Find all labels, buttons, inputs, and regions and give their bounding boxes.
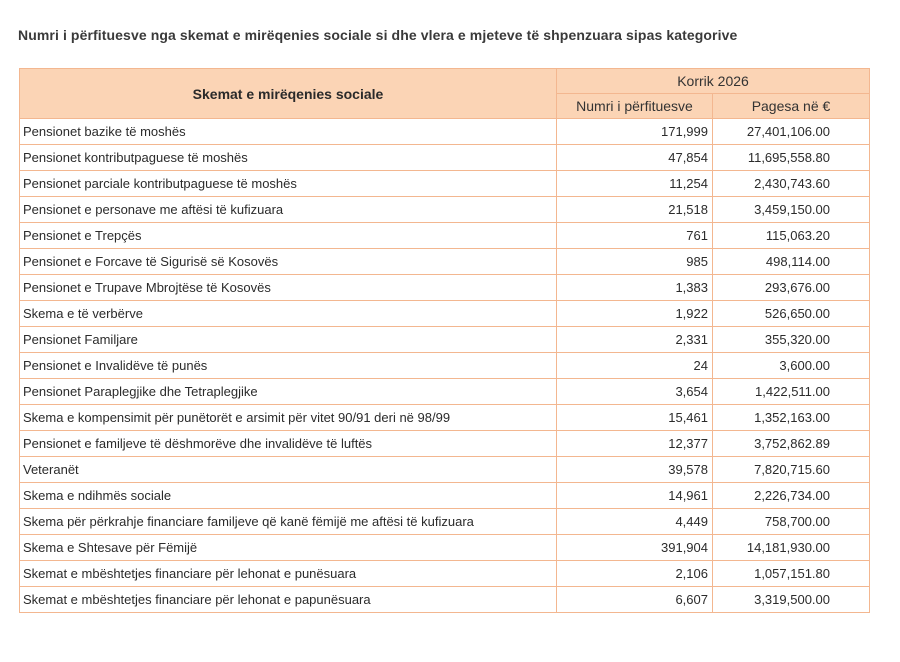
table-row: [20, 561, 870, 587]
beneficiaries-cell: 391,904: [557, 535, 713, 561]
scheme-name-cell: Skemat e mbështetjes financiare për lehonat e punësuara: [20, 561, 557, 587]
scheme-name-cell: Pensionet e familjeve të dëshmorëve dhe invalidëve të luftës: [20, 431, 557, 457]
table-row: [20, 587, 870, 613]
table-row: [20, 171, 870, 197]
scheme-name-cell: Skema për përkrahje financiare familjeve që kanë fëmijë me aftësi të kufizuara: [20, 509, 557, 535]
table-row: [20, 535, 870, 561]
scheme-name-cell: Skema e të verbërve: [20, 301, 557, 327]
beneficiaries-cell: 985: [557, 249, 713, 275]
scheme-name-cell: Pensionet e Forcave të Sigurisë së Kosovës: [20, 249, 557, 275]
scheme-name-cell: Pensionet e Invalidëve të punës: [20, 353, 557, 379]
beneficiaries-cell: 6,607: [557, 587, 713, 613]
table-row: [20, 249, 870, 275]
payment-cell: 498,114.00: [713, 249, 870, 275]
payment-cell: 11,695,558.80: [713, 145, 870, 171]
scheme-name-cell: Pensionet Familjare: [20, 327, 557, 353]
beneficiaries-cell: 4,449: [557, 509, 713, 535]
table-row: [20, 457, 870, 483]
page-title: Numri i përfituesve nga skemat e mirëqenies sociale si dhe vlera e mjeteve të shpenzuara sipas kategorive: [18, 27, 738, 43]
scheme-name-cell: Skemat e mbështetjes financiare për lehonat e papunësuara: [20, 587, 557, 613]
table-header-row: [20, 69, 870, 94]
payment-cell: 3,752,862.89: [713, 431, 870, 457]
payment-cell: 2,430,743.60: [713, 171, 870, 197]
payment-cell: 3,600.00: [713, 353, 870, 379]
payment-cell: 2,226,734.00: [713, 483, 870, 509]
welfare-schemes-table: [19, 68, 870, 613]
beneficiaries-cell: 15,461: [557, 405, 713, 431]
table-row: [20, 301, 870, 327]
beneficiaries-cell: 11,254: [557, 171, 713, 197]
scheme-name-cell: Skema e ndihmës sociale: [20, 483, 557, 509]
beneficiaries-cell: 2,106: [557, 561, 713, 587]
scheme-name-cell: Veteranët: [20, 457, 557, 483]
payment-cell: 14,181,930.00: [713, 535, 870, 561]
beneficiaries-cell: 12,377: [557, 431, 713, 457]
table-row: [20, 431, 870, 457]
scheme-name-cell: Pensionet e personave me aftësi të kufizuara: [20, 197, 557, 223]
beneficiaries-cell: 24: [557, 353, 713, 379]
payment-cell: 526,650.00: [713, 301, 870, 327]
payment-cell: 293,676.00: [713, 275, 870, 301]
beneficiaries-cell: 761: [557, 223, 713, 249]
period-header: Korrik 2026: [557, 69, 870, 94]
payment-cell: 1,057,151.80: [713, 561, 870, 587]
payment-cell: 3,459,150.00: [713, 197, 870, 223]
beneficiaries-cell: 39,578: [557, 457, 713, 483]
scheme-name-cell: Pensionet e Trupave Mbrojtëse të Kosovës: [20, 275, 557, 301]
beneficiaries-cell: 21,518: [557, 197, 713, 223]
table-row: [20, 275, 870, 301]
payment-cell: 3,319,500.00: [713, 587, 870, 613]
payment-cell: 758,700.00: [713, 509, 870, 535]
scheme-name-cell: Pensionet bazike të moshës: [20, 119, 557, 145]
beneficiaries-cell: 1,922: [557, 301, 713, 327]
table-row: [20, 353, 870, 379]
table-row: [20, 197, 870, 223]
scheme-name-cell: Pensionet kontributpaguese të moshës: [20, 145, 557, 171]
payment-cell: 355,320.00: [713, 327, 870, 353]
scheme-name-cell: Pensionet e Trepçës: [20, 223, 557, 249]
scheme-name-cell: Skema e kompensimit për punëtorët e arsimit për vitet 90/91 deri në 98/99: [20, 405, 557, 431]
beneficiaries-cell: 1,383: [557, 275, 713, 301]
table-body: [20, 119, 870, 613]
payment-cell: 27,401,106.00: [713, 119, 870, 145]
table-row: [20, 145, 870, 171]
table-row: [20, 223, 870, 249]
payment-cell: 115,063.20: [713, 223, 870, 249]
beneficiaries-cell: 3,654: [557, 379, 713, 405]
beneficiaries-cell: 2,331: [557, 327, 713, 353]
table-row: [20, 509, 870, 535]
beneficiaries-column-header: Numri i përfituesve: [557, 94, 713, 119]
scheme-name-cell: Skema e Shtesave për Fëmijë: [20, 535, 557, 561]
payment-column-header: Pagesa në €: [713, 94, 870, 119]
payment-cell: 1,422,511.00: [713, 379, 870, 405]
beneficiaries-cell: 171,999: [557, 119, 713, 145]
table-header: [20, 69, 870, 119]
beneficiaries-cell: 14,961: [557, 483, 713, 509]
scheme-name-cell: Pensionet Paraplegjike dhe Tetraplegjike: [20, 379, 557, 405]
payment-cell: 1,352,163.00: [713, 405, 870, 431]
table-row: [20, 483, 870, 509]
table-row: [20, 119, 870, 145]
table-row: [20, 379, 870, 405]
table-row: [20, 327, 870, 353]
scheme-column-header: Skemat e mirëqenies sociale: [20, 69, 557, 119]
payment-cell: 7,820,715.60: [713, 457, 870, 483]
table-row: [20, 405, 870, 431]
beneficiaries-cell: 47,854: [557, 145, 713, 171]
scheme-name-cell: Pensionet parciale kontributpaguese të moshës: [20, 171, 557, 197]
